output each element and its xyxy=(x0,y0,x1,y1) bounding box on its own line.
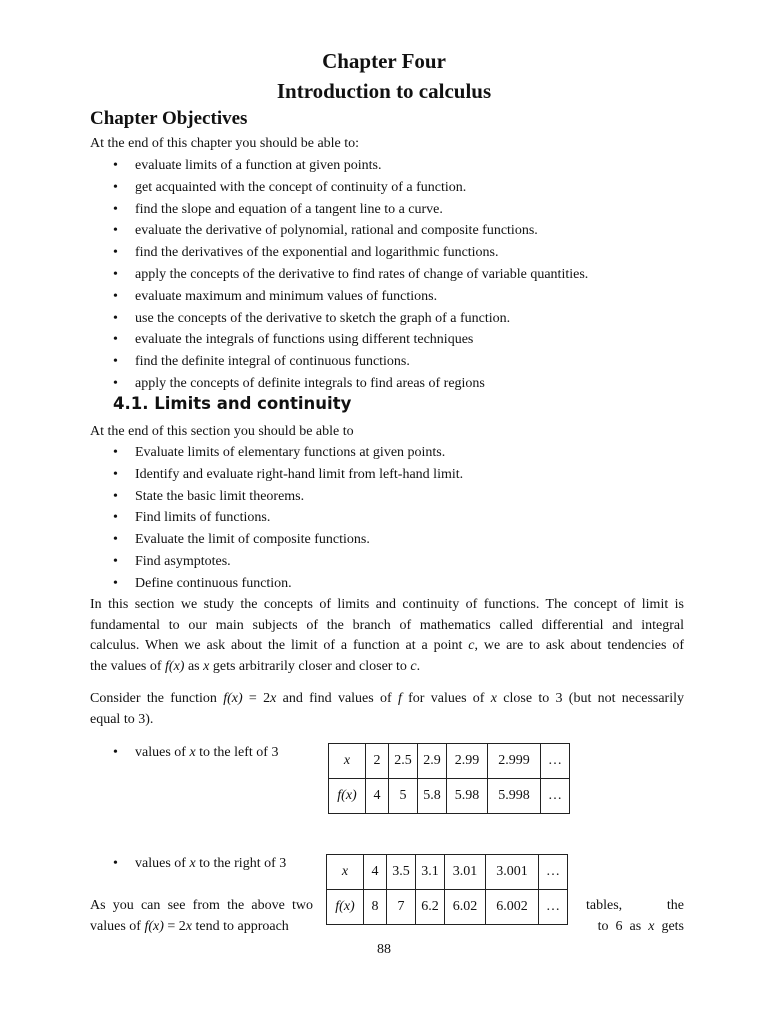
section-heading: 4.1. Limits and continuity xyxy=(113,394,352,413)
bullet-text: Find asymptotes. xyxy=(135,553,231,569)
table-row xyxy=(327,890,568,925)
bullet-icon: • xyxy=(113,553,118,569)
bullet-icon: • xyxy=(113,532,118,548)
bullet-icon: • xyxy=(113,223,118,239)
bullet-text: evaluate maximum and minimum values of functions. xyxy=(135,288,438,304)
bullet-item xyxy=(113,507,463,529)
table-cell: … xyxy=(541,744,570,779)
bullet-text: apply the concepts of definite integrals to find areas of regions xyxy=(135,375,485,391)
bullet-item xyxy=(113,442,463,464)
table-cell: 2.999 xyxy=(488,744,541,779)
bullet-item xyxy=(113,551,463,573)
table-cell: 5.98 xyxy=(447,779,488,814)
bullet-icon: • xyxy=(113,310,118,326)
bullet-item xyxy=(113,573,463,595)
bullet-item xyxy=(113,199,588,221)
paragraph-line: fundamental to our main subjects of the branch of mathematics called differential and integral xyxy=(90,617,684,633)
table-row xyxy=(327,855,568,890)
chapter-subtitle: Introduction to calculus xyxy=(276,79,492,103)
table-cell: 6.002 xyxy=(486,890,539,925)
bullet-text: Evaluate limits of elementary functions at given points. xyxy=(135,445,446,460)
table-cell: 2.99 xyxy=(447,744,488,779)
table-header-cell: x xyxy=(329,744,366,779)
bullet-icon: • xyxy=(113,245,118,261)
bullet-item xyxy=(113,242,588,264)
table-row xyxy=(329,779,570,814)
paragraph-limits-intro xyxy=(90,595,684,677)
objectives-heading: Chapter Objectives xyxy=(90,108,248,129)
bullet-icon: • xyxy=(113,158,118,173)
table-cell: 7 xyxy=(387,890,416,925)
paragraph-line: equal to 3). xyxy=(90,711,154,727)
table-row xyxy=(329,744,570,779)
bullet-text: Define continuous function. xyxy=(135,575,292,591)
bullet-item xyxy=(113,155,588,177)
table-header-cell: x xyxy=(327,855,364,890)
bullet-text: apply the concepts of the derivative to find rates of change of variable quantities. xyxy=(135,266,589,282)
table-header-cell: f(x) xyxy=(329,779,366,814)
right-values-table xyxy=(326,854,568,925)
table-cell: 5.8 xyxy=(418,779,447,814)
bullet-item xyxy=(113,486,463,508)
paragraph-conclusion-right-1: tables, the xyxy=(586,898,684,913)
table-cell: 4 xyxy=(364,855,387,890)
table-cell: 4 xyxy=(366,779,389,814)
table-cell: 2.5 xyxy=(389,744,418,779)
bullet-text: evaluate the integrals of functions using different techniques xyxy=(135,332,474,348)
bullet-item xyxy=(113,308,588,330)
bullet-icon: • xyxy=(113,575,118,591)
table-cell: … xyxy=(539,890,568,925)
bullet-icon: • xyxy=(113,354,118,370)
table-cell: 6.2 xyxy=(416,890,445,925)
table-cell: 6.02 xyxy=(445,890,486,925)
chapter-title: Chapter Four xyxy=(322,49,446,73)
table-cell: 3.5 xyxy=(387,855,416,890)
bullet-item xyxy=(113,351,588,373)
paragraph-consider xyxy=(90,689,684,730)
paragraph-conclusion-right-2: to 6 as x gets xyxy=(597,919,684,934)
paragraph-line: calculus. When we ask about the limit of a function at a point c, we are to ask about tendencies of xyxy=(90,638,684,653)
paragraph-line: the values of f(x) as x gets arbitrarily closer and closer to c. xyxy=(90,658,421,674)
bullet-icon: • xyxy=(113,288,118,304)
table-cell: 2 xyxy=(366,744,389,779)
paragraph-line: Consider the function f(x) = 2x and find values of f for values of x close to 3 (but not necessarily xyxy=(90,691,684,706)
bullet-text: Find limits of functions. xyxy=(135,510,271,526)
paragraph-line: In this section we study the concepts of limits and continuity of functions. The concept of limit is xyxy=(90,597,684,612)
table-cell: 5.998 xyxy=(488,779,541,814)
bullet-item xyxy=(113,177,588,199)
bullet-item xyxy=(113,529,463,551)
page-number: 88 xyxy=(377,942,391,957)
bullet-icon: • xyxy=(113,445,118,460)
table-cell: 3.01 xyxy=(445,855,486,890)
bullet-icon: • xyxy=(113,332,118,348)
bullet-text: Evaluate the limit of composite functions. xyxy=(135,532,370,548)
bullet-item xyxy=(113,464,463,486)
section-intro: At the end of this section you should be able to xyxy=(90,424,354,439)
bullet-icon: • xyxy=(113,488,118,504)
bullet-icon: • xyxy=(113,179,118,195)
paragraph-conclusion-left-2: values of f(x) = 2x tend to approach xyxy=(90,919,289,934)
bullet-text: evaluate the derivative of polynomial, rational and composite functions. xyxy=(135,223,538,239)
bullet-text: evaluate limits of a function at given points. xyxy=(135,158,382,173)
bullet-item xyxy=(113,286,588,308)
objectives-list xyxy=(113,155,588,395)
bullet-text: find the derivatives of the exponential and logarithmic functions. xyxy=(135,245,499,261)
table-cell: 3.001 xyxy=(486,855,539,890)
bullet-icon: • xyxy=(113,201,118,217)
table-cell: 5 xyxy=(389,779,418,814)
section-objectives-list xyxy=(113,442,463,595)
table-cell: … xyxy=(541,779,570,814)
bullet-text: State the basic limit theorems. xyxy=(135,488,305,504)
left-values-table xyxy=(328,743,570,814)
bullet-item xyxy=(113,373,588,395)
objectives-intro: At the end of this chapter you should be able to: xyxy=(90,136,360,151)
bullet-icon: • xyxy=(113,375,118,391)
table-cell: 3.1 xyxy=(416,855,445,890)
bullet-item xyxy=(113,264,588,286)
paragraph-conclusion-left-1: As you can see from the above two xyxy=(90,898,313,913)
bullet-item xyxy=(113,329,588,351)
bullet-icon: • xyxy=(113,510,118,526)
bullet-text: find the slope and equation of a tangent line to a curve. xyxy=(135,201,443,217)
left-values-bullet: • values of x to the left of 3 xyxy=(113,745,279,760)
table-cell: … xyxy=(539,855,568,890)
bullet-text: Identify and evaluate right-hand limit from left-hand limit. xyxy=(135,466,464,482)
bullet-icon: • xyxy=(113,466,118,482)
table-cell: 8 xyxy=(364,890,387,925)
bullet-icon: • xyxy=(113,266,118,282)
bullet-text: get acquainted with the concept of continuity of a function. xyxy=(135,179,467,195)
bullet-item xyxy=(113,220,588,242)
table-cell: 2.9 xyxy=(418,744,447,779)
bullet-text: use the concepts of the derivative to sketch the graph of a function. xyxy=(135,310,511,326)
table-header-cell: f(x) xyxy=(327,890,364,925)
bullet-text: find the definite integral of continuous functions. xyxy=(135,354,410,370)
right-values-bullet: • values of x to the right of 3 xyxy=(113,856,287,871)
